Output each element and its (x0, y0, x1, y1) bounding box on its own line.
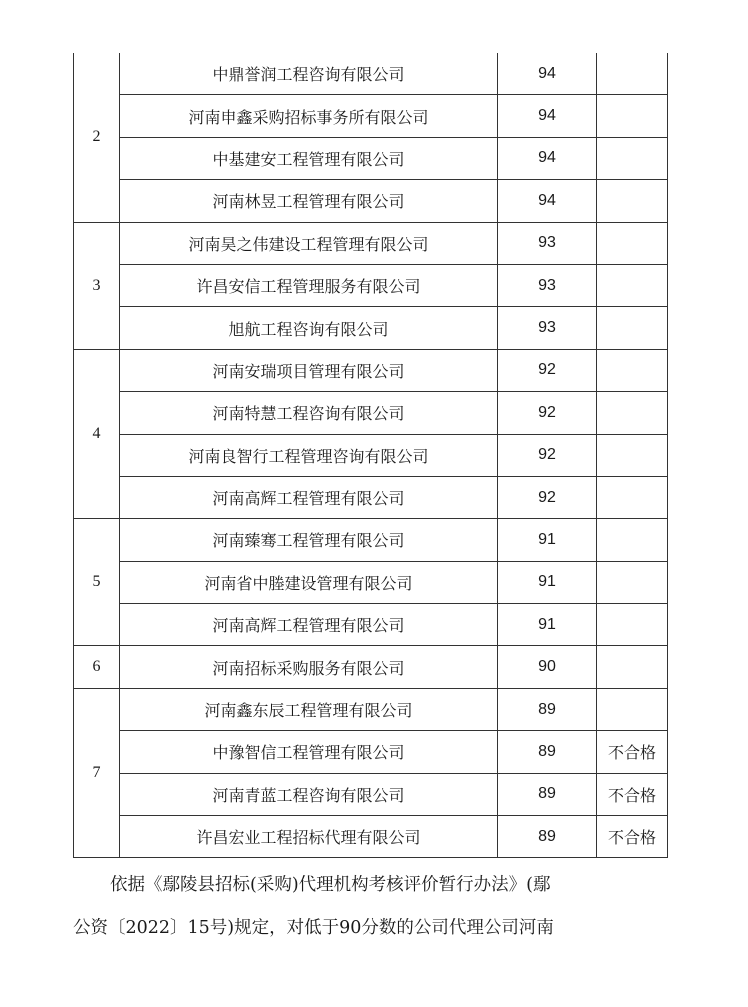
table-row (74, 264, 668, 306)
remark-cell (597, 264, 668, 306)
company-name-cell: 河南鑫东辰工程管理有限公司 (120, 688, 498, 730)
table-row (74, 222, 668, 264)
table-row (74, 646, 668, 688)
remark-cell (597, 519, 668, 561)
table-row (74, 307, 668, 349)
paragraph-line-1: 依据《鄢陵县招标(采购)代理机构考核评价暂行办法》(鄢 (110, 875, 551, 895)
score-cell: 89 (498, 773, 597, 815)
table-row (74, 604, 668, 646)
table-row (74, 434, 668, 476)
score-cell: 93 (498, 264, 597, 306)
rank-cell: 3 (74, 222, 120, 349)
company-name-cell: 河南臻骞工程管理有限公司 (120, 519, 498, 561)
table-row (74, 688, 668, 730)
score-cell: 93 (498, 222, 597, 264)
company-name-cell: 中豫智信工程管理有限公司 (120, 731, 498, 773)
company-name-cell: 河南昊之伟建设工程管理有限公司 (120, 222, 498, 264)
score-cell: 89 (498, 816, 597, 858)
remark-cell (597, 222, 668, 264)
remark-cell (597, 53, 668, 95)
company-name-cell: 河南特慧工程咨询有限公司 (120, 392, 498, 434)
table-row (74, 816, 668, 858)
table-row (74, 731, 668, 773)
table-row (74, 53, 668, 95)
company-name-cell: 河南安瑞项目管理有限公司 (120, 349, 498, 391)
table-row (74, 773, 668, 815)
table-row (74, 95, 668, 137)
score-cell: 91 (498, 561, 597, 603)
table-row (74, 392, 668, 434)
score-cell: 90 (498, 646, 597, 688)
remark-cell (597, 646, 668, 688)
table-row (74, 349, 668, 391)
company-name-cell: 许昌宏业工程招标代理有限公司 (120, 816, 498, 858)
remark-cell (597, 307, 668, 349)
table-body (74, 53, 668, 858)
remark-cell (597, 476, 668, 518)
rank-cell: 5 (74, 519, 120, 646)
remark-cell (597, 95, 668, 137)
score-cell: 92 (498, 476, 597, 518)
company-name-cell: 河南高辉工程管理有限公司 (120, 476, 498, 518)
score-cell: 92 (498, 349, 597, 391)
remark-cell (597, 392, 668, 434)
company-name-cell: 许昌安信工程管理服务有限公司 (120, 264, 498, 306)
evaluation-results-table (73, 53, 668, 858)
company-name-cell: 河南招标采购服务有限公司 (120, 646, 498, 688)
company-name-cell: 旭航工程咨询有限公司 (120, 307, 498, 349)
remark-cell (597, 604, 668, 646)
score-cell: 89 (498, 731, 597, 773)
score-cell: 92 (498, 434, 597, 476)
remark-cell (597, 349, 668, 391)
company-name-cell: 河南申鑫采购招标事务所有限公司 (120, 95, 498, 137)
remark-cell (597, 688, 668, 730)
score-cell: 94 (498, 53, 597, 95)
remark-cell (597, 137, 668, 179)
remark-cell (597, 434, 668, 476)
remark-cell: 不合格 (597, 731, 668, 773)
score-cell: 94 (498, 137, 597, 179)
table-row (74, 476, 668, 518)
remark-cell (597, 561, 668, 603)
company-name-cell: 中鼎誉润工程咨询有限公司 (120, 53, 498, 95)
company-name-cell: 河南青蓝工程咨询有限公司 (120, 773, 498, 815)
remark-cell (597, 180, 668, 222)
score-cell: 94 (498, 95, 597, 137)
rank-cell: 4 (74, 349, 120, 519)
score-cell: 91 (498, 604, 597, 646)
score-cell: 94 (498, 180, 597, 222)
table-row (74, 180, 668, 222)
rank-cell: 2 (74, 53, 120, 222)
score-cell: 93 (498, 307, 597, 349)
company-name-cell: 河南高辉工程管理有限公司 (120, 604, 498, 646)
company-name-cell: 河南省中塍建设管理有限公司 (120, 561, 498, 603)
table-row (74, 561, 668, 603)
table-row (74, 137, 668, 179)
company-name-cell: 中基建安工程管理有限公司 (120, 137, 498, 179)
rank-cell: 7 (74, 688, 120, 858)
score-cell: 91 (498, 519, 597, 561)
score-cell: 92 (498, 392, 597, 434)
remark-cell: 不合格 (597, 773, 668, 815)
company-name-cell: 河南林昱工程管理有限公司 (120, 180, 498, 222)
company-name-cell: 河南良智行工程管理咨询有限公司 (120, 434, 498, 476)
score-cell: 89 (498, 688, 597, 730)
rank-cell: 6 (74, 646, 120, 688)
table-row (74, 519, 668, 561)
paragraph-line-2: 公资〔2022〕15号)规定，对低于90分数的公司代理公司河南 (73, 918, 554, 938)
remark-cell: 不合格 (597, 816, 668, 858)
